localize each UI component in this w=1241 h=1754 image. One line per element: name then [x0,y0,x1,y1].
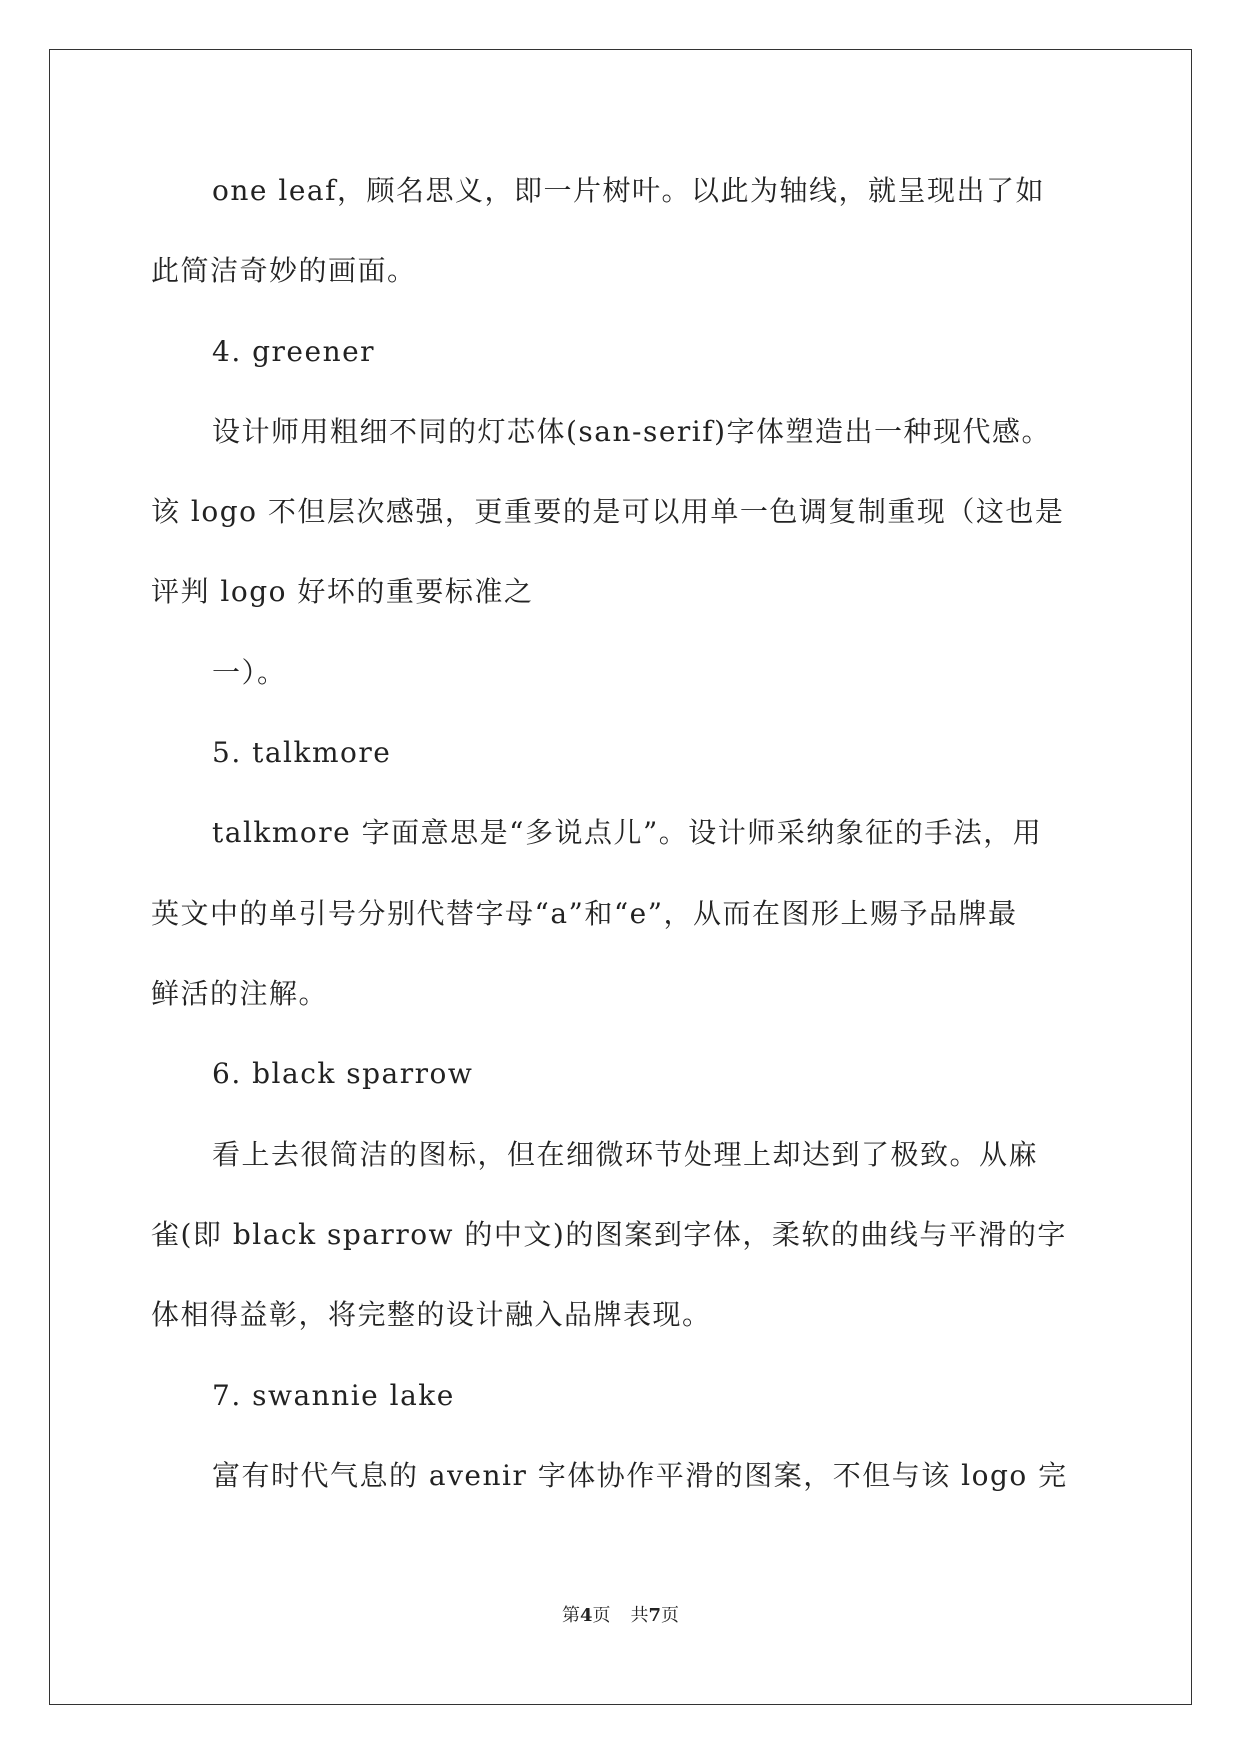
paragraph-line: 看上去很简洁的图标，但在细微环节处理上却达到了极致。从麻 [212,1138,1039,1171]
section-heading: 6. black sparrow [212,1057,474,1090]
paragraph-line: 富有时代气息的 avenir 字体协作平滑的图案，不但与该 logo 完 [212,1459,1068,1492]
paragraph-line: 该 logo 不但层次感强，更重要的是可以用单一色调复制重现（这也是 [151,495,1065,528]
paragraph-line: one leaf，顾名思义，即一片树叶。以此为轴线，就呈现出了如 [212,174,1045,207]
paragraph-line: 英文中的单引号分别代替字母“a”和“e”，从而在图形上赐予品牌最 [151,897,1018,930]
paragraph-line: 此简洁奇妙的画面。 [151,254,417,287]
paragraph-line: 雀(即 black sparrow 的中文)的图案到字体，柔软的曲线与平滑的字 [151,1218,1067,1251]
page-footer [0,1601,1241,1627]
page-prefix: 第 [561,1605,580,1626]
paragraph-line: 一）。 [212,656,287,689]
section-heading: 4. greener [212,335,376,368]
total-suffix: 页 [661,1605,680,1626]
total-prefix: 共 [630,1605,649,1626]
page-suffix: 页 [592,1605,611,1626]
page-number: 4 [579,1605,593,1626]
page-frame [49,49,1192,1705]
paragraph-line: 鲜活的注解。 [151,977,329,1010]
paragraph-line: 设计师用粗细不同的灯芯体(san-serif)字体塑造出一种现代感。 [212,415,1052,448]
paragraph-line: 体相得益彰，将完整的设计融入品牌表现。 [151,1298,712,1331]
paragraph-line: 评判 logo 好坏的重要标准之 [151,575,534,608]
total-pages: 7 [648,1605,662,1626]
section-heading: 7. swannie lake [212,1379,455,1412]
section-heading: 5. talkmore [212,736,392,769]
paragraph-line: talkmore 字面意思是“多说点儿”。设计师采纳象征的手法，用 [212,816,1043,849]
